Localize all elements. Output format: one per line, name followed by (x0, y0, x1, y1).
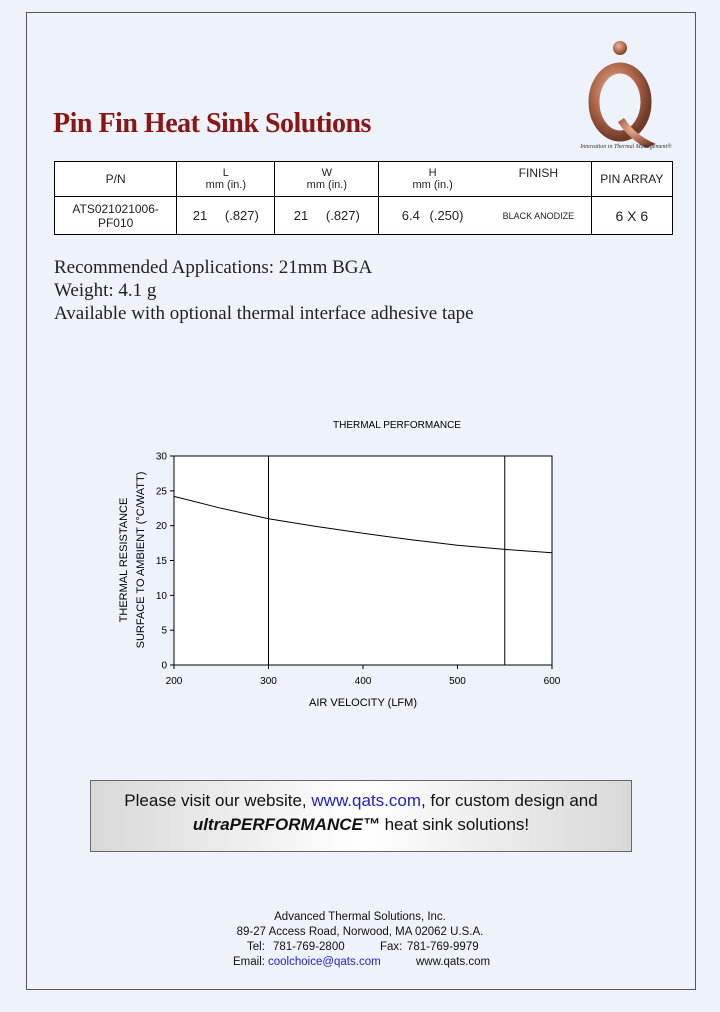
x-axis-label: AIR VELOCITY (LFM) (309, 697, 417, 709)
cell-pn (55, 197, 177, 235)
cell-pn-line2: PF010 (97, 215, 134, 230)
y-tick-label: 0 (161, 660, 167, 672)
cell-w-mm: 21 (293, 208, 309, 223)
header-l-label: L (222, 167, 229, 179)
header-l (177, 162, 275, 197)
footer (0, 910, 720, 970)
cell-l-in: (.827) (224, 208, 259, 223)
table-header-row (55, 162, 673, 197)
header-w (275, 162, 379, 197)
x-tick-label: 500 (449, 676, 466, 687)
cell-h-mm: 6.4 (401, 208, 420, 223)
x-tick-label: 300 (260, 676, 277, 687)
email-link[interactable]: coolchoice@qats.com (268, 956, 381, 968)
header-pn: P/N (55, 162, 177, 197)
website-banner (90, 780, 632, 852)
header-h-label: H (428, 167, 437, 179)
y-axis-label-line1: THERMAL RESISTANCE (118, 497, 130, 623)
banner-line2-post: heat sink solutions! (379, 815, 530, 834)
product-details (54, 256, 474, 325)
header-w-label: W (321, 167, 333, 179)
fax-number: 781-769-9979 (407, 941, 479, 953)
weight: Weight: 4.1 g (54, 280, 157, 301)
brand-name: ultraPERFORMANCE™ (192, 815, 380, 834)
x-tick-label: 200 (165, 676, 183, 687)
logo-tagline: Innovation in Thermal Management® (580, 144, 672, 150)
website-link[interactable]: www.qats.com (311, 791, 421, 810)
thermal-performance-chart (100, 408, 580, 718)
qats-logo-icon (580, 40, 680, 150)
fax-label: Fax: (380, 941, 403, 953)
plot-area (174, 456, 552, 665)
cell-h (379, 197, 486, 235)
cell-w-in: (.827) (325, 208, 360, 223)
y-tick-label: 30 (155, 451, 167, 463)
header-h-unit: mm (in.) (412, 179, 453, 191)
y-tick-label: 15 (155, 556, 167, 567)
recommended-applications: Recommended Applications: 21mm BGA (54, 257, 373, 278)
page-title: Pin Fin Heat Sink Solutions (53, 108, 371, 139)
cell-finish: BLACK ANODIZE (486, 197, 591, 235)
cell-l-mm: 21 (192, 208, 208, 223)
y-tick-label: 5 (161, 625, 167, 637)
chart-title: THERMAL PERFORMANCE (333, 420, 461, 431)
web-link[interactable]: www.qats.com (416, 956, 491, 968)
company-address: 89-27 Access Road, Norwood, MA 02062 U.S.A. (236, 926, 484, 938)
header-finish: FINISH (486, 162, 591, 197)
x-tick-label: 600 (543, 676, 561, 687)
banner-line2 (91, 815, 631, 835)
banner-line1-post: , for custom design and (420, 791, 598, 810)
tel-label: Tel: (247, 941, 265, 953)
cell-l (177, 197, 275, 235)
y-tick-label: 20 (155, 521, 167, 533)
cell-w (275, 197, 379, 235)
banner-line1 (91, 791, 631, 811)
adhesive-option: Available with optional thermal interface adhesive tape (54, 303, 474, 324)
cell-h-in: (.250) (429, 208, 464, 223)
header-h (379, 162, 486, 197)
header-pin-array: PIN ARRAY (591, 162, 672, 197)
banner-line1-pre: Please visit our website, (124, 791, 312, 810)
contact-row (0, 955, 720, 970)
y-axis-label-line2: SURFACE TO AMBIENT (°C/WATT) (135, 471, 147, 649)
spec-table (54, 161, 673, 235)
cell-pn-line1: ATS021021006- (72, 201, 159, 216)
y-tick-label: 10 (155, 590, 167, 602)
y-tick-label: 25 (155, 486, 167, 498)
x-tick-label: 400 (354, 676, 372, 687)
table-row (55, 197, 673, 235)
header-w-unit: mm (in.) (306, 179, 347, 191)
cell-pin-array: 6 X 6 (591, 197, 672, 235)
header-l-unit: mm (in.) (205, 179, 246, 191)
phone-row (0, 940, 720, 955)
company-name: Advanced Thermal Solutions, Inc. (274, 911, 446, 923)
tel-number: 781-769-2800 (273, 941, 345, 953)
email-label: Email: (233, 956, 265, 968)
